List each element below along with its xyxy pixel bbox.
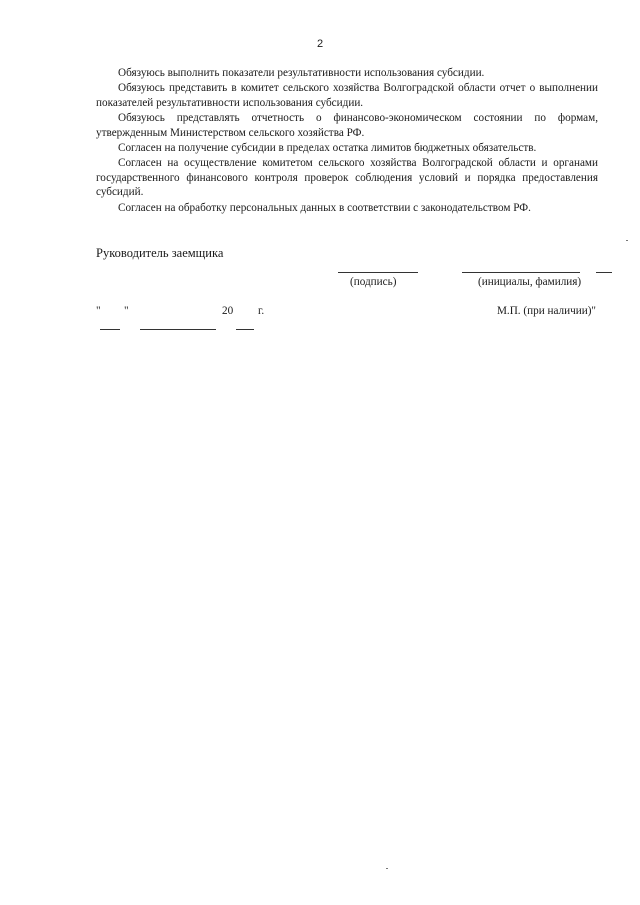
- paragraph-subsidy-limits: Согласен на получение субсидии в пределах остатка лимитов бюджетных обязательств.: [118, 142, 537, 155]
- date-year-suffix: г.: [258, 305, 265, 317]
- paragraph-results: Обязуюсь выполнить показатели результативности использования субсидии.: [118, 67, 485, 79]
- paragraph-personal-data: Согласен на обработку персональных данных в соответствии с законодательством РФ.: [118, 201, 531, 214]
- name-line-tail: [596, 272, 612, 273]
- date-year-line: [236, 329, 254, 330]
- document-body: [96, 66, 598, 216]
- signer-title: Руководитель заемщика: [96, 246, 224, 260]
- date-day-line: [100, 329, 120, 330]
- paragraph-financial-reporting: Обязуюсь представлять отчетность о финансово-экономическом состоянии по формам, утвержденным Министерством сельского хозяйства РФ.: [96, 112, 598, 139]
- page-number: 2: [316, 38, 324, 50]
- name-caption: (инициалы, фамилия): [478, 276, 582, 288]
- signature-line: [338, 272, 418, 273]
- paragraph-inspections: Согласен на осуществление комитетом сельского хозяйства Волгоградской области и органами государственного финансового контроля проверок соблюдения условий и порядка предоставления субсидий.: [96, 157, 598, 199]
- signature-caption: (подпись): [350, 276, 397, 288]
- paragraph-report: Обязуюсь представить в комитет сельского хозяйства Волгоградской области отчет о выполнении показателей результативности использования субсидии.: [96, 82, 598, 109]
- name-line: [462, 272, 580, 273]
- scan-speck: [626, 240, 628, 241]
- date-year-prefix: 20: [222, 305, 234, 317]
- scan-speck: [386, 868, 388, 869]
- stamp-placeholder: М.П. (при наличии)": [496, 305, 596, 317]
- date-month-line: [140, 329, 216, 330]
- date-close-quote: ": [124, 305, 129, 317]
- date-open-quote: ": [96, 305, 101, 317]
